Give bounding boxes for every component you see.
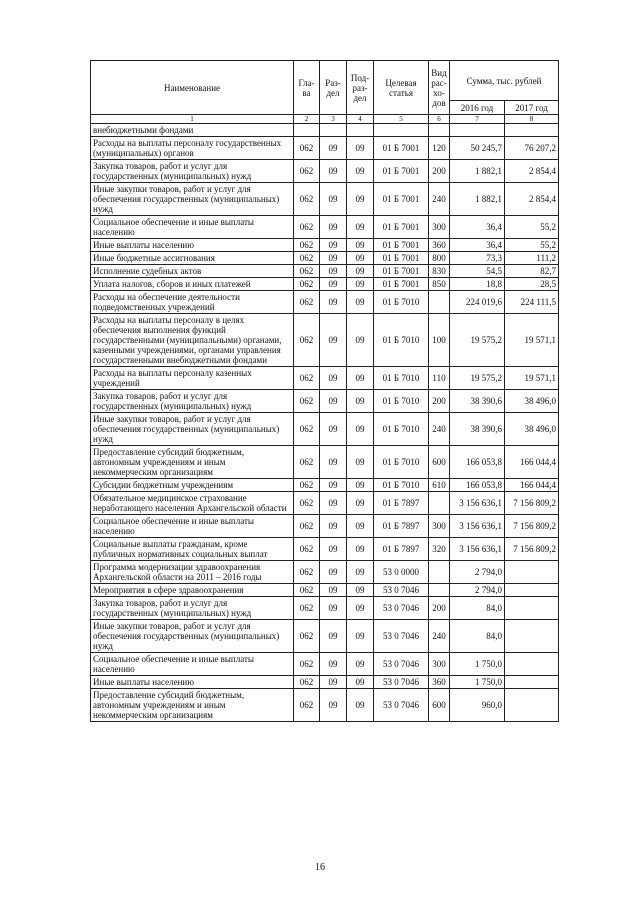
razdel-cell: 09 (320, 515, 347, 538)
table-row (91, 676, 559, 689)
target-article-cell: 01 Б 7001 (374, 137, 429, 160)
amount-2017-cell (505, 620, 559, 653)
razdel-cell: 09 (320, 390, 347, 413)
name-cell: Социальное обеспечение и иные выплаты населению (91, 216, 294, 239)
column-number: 7 (450, 115, 505, 124)
name-cell: Социальные выплаты гражданам, кроме публичных нормативных социальных выплат (91, 538, 294, 561)
podrazdel-cell: 09 (347, 183, 374, 216)
amount-2016-cell: 84,0 (450, 597, 505, 620)
target-article-cell: 01 Б 7001 (374, 239, 429, 252)
glava-cell: 062 (294, 278, 320, 291)
amount-2017-cell: 55,2 (505, 216, 559, 239)
table-row (91, 620, 559, 653)
expense-type-cell (429, 584, 450, 597)
table-body (91, 124, 559, 722)
podrazdel-cell: 09 (347, 390, 374, 413)
glava-cell: 062 (294, 620, 320, 653)
table-row (91, 216, 559, 239)
razdel-cell: 09 (320, 561, 347, 584)
table-row (91, 278, 559, 291)
table-row (91, 479, 559, 492)
expense-type-cell: 830 (429, 265, 450, 278)
table-row (91, 561, 559, 584)
amount-2016-cell: 73,3 (450, 252, 505, 265)
podrazdel-cell: 09 (347, 515, 374, 538)
name-cell: Предоставление субсидий бюджетным, автономным учреждениям и иным некоммерческим организациям (91, 446, 294, 479)
name-cell: Расходы на выплаты персоналу в целях обеспечения выполнения функций государственными (муниципальными) органами, казенными учреждениями, органами управления государственными внебюджетными фондами (91, 314, 294, 367)
header-year-2017: 2017 год (505, 101, 559, 115)
amount-2016-cell: 1 750,0 (450, 676, 505, 689)
target-article-cell: 53 0 7046 (374, 676, 429, 689)
column-number: 3 (320, 115, 347, 124)
amount-2017-cell: 38 496,0 (505, 390, 559, 413)
table-row (91, 239, 559, 252)
razdel-cell: 09 (320, 676, 347, 689)
glava-cell: 062 (294, 689, 320, 722)
amount-2016-cell: 3 156 636,1 (450, 515, 505, 538)
razdel-cell: 09 (320, 446, 347, 479)
target-article-cell: 01 Б 7010 (374, 367, 429, 390)
target-article-cell: 01 Б 7010 (374, 413, 429, 446)
glava-cell: 062 (294, 479, 320, 492)
table-row (91, 390, 559, 413)
amount-2017-cell (505, 561, 559, 584)
razdel-cell: 09 (320, 653, 347, 676)
table-row (91, 124, 559, 137)
name-cell: Социальное обеспечение и иные выплаты населению (91, 653, 294, 676)
target-article-cell: 01 Б 7897 (374, 492, 429, 515)
razdel-cell: 09 (320, 239, 347, 252)
expense-type-cell: 600 (429, 689, 450, 722)
target-article-cell: 01 Б 7897 (374, 538, 429, 561)
podrazdel-cell: 09 (347, 137, 374, 160)
name-cell: Мероприятия в сфере здравоохранения (91, 584, 294, 597)
table-row (91, 367, 559, 390)
target-article-cell: 53 0 7046 (374, 620, 429, 653)
name-cell: Иные закупки товаров, работ и услуг для обеспечения государственных (муниципальных) нужд (91, 413, 294, 446)
expense-type-cell: 200 (429, 597, 450, 620)
glava-cell: 062 (294, 390, 320, 413)
amount-2016-cell: 1 882,1 (450, 160, 505, 183)
amount-2016-cell: 1 882,1 (450, 183, 505, 216)
expense-type-cell: 240 (429, 183, 450, 216)
amount-2016-cell: 166 053,8 (450, 446, 505, 479)
amount-2016-cell: 19 575,2 (450, 314, 505, 367)
name-cell: Уплата налогов, сборов и иных платежей (91, 278, 294, 291)
expense-type-cell (429, 561, 450, 584)
expense-type-cell: 100 (429, 314, 450, 367)
podrazdel-cell: 09 (347, 278, 374, 291)
amount-2017-cell: 7 156 809,2 (505, 492, 559, 515)
razdel-cell: 09 (320, 584, 347, 597)
amount-2017-cell: 166 044,4 (505, 479, 559, 492)
glava-cell: 062 (294, 265, 320, 278)
podrazdel-cell: 09 (347, 314, 374, 367)
table-row (91, 538, 559, 561)
podrazdel-cell: 09 (347, 479, 374, 492)
amount-2016-cell: 38 390,6 (450, 390, 505, 413)
razdel-cell: 09 (320, 620, 347, 653)
expense-type-cell: 120 (429, 137, 450, 160)
column-number: 2 (294, 115, 320, 124)
razdel-cell: 09 (320, 538, 347, 561)
table-row (91, 584, 559, 597)
amount-2017-cell: 2 854,4 (505, 160, 559, 183)
expense-type-cell: 200 (429, 390, 450, 413)
table-row (91, 653, 559, 676)
glava-cell: 062 (294, 160, 320, 183)
podrazdel-cell: 09 (347, 653, 374, 676)
razdel-cell: 09 (320, 216, 347, 239)
podrazdel-cell: 09 (347, 597, 374, 620)
name-cell: Исполнение судебных актов (91, 265, 294, 278)
target-article-cell: 01 Б 7010 (374, 479, 429, 492)
razdel-cell: 09 (320, 367, 347, 390)
target-article-cell: 01 Б 7001 (374, 216, 429, 239)
podrazdel-cell: 09 (347, 538, 374, 561)
glava-cell: 062 (294, 367, 320, 390)
name-cell: Закупка товаров, работ и услуг для государственных (муниципальных) нужд (91, 390, 294, 413)
table-row (91, 137, 559, 160)
razdel-cell: 09 (320, 413, 347, 446)
expense-type-cell: 300 (429, 653, 450, 676)
header-glava: Гла-ва (294, 61, 320, 115)
table-row (91, 446, 559, 479)
table-row (91, 160, 559, 183)
target-article-cell: 53 0 7046 (374, 584, 429, 597)
name-cell: Иные закупки товаров, работ и услуг для обеспечения государственных (муниципальных) нужд (91, 183, 294, 216)
amount-2017-cell: 19 571,1 (505, 314, 559, 367)
budget-table (90, 60, 559, 722)
target-article-cell: 01 Б 7001 (374, 160, 429, 183)
amount-2017-cell (505, 124, 559, 137)
amount-2017-cell (505, 676, 559, 689)
header-year-2016: 2016 год (450, 101, 505, 115)
amount-2016-cell: 50 245,7 (450, 137, 505, 160)
razdel-cell: 09 (320, 265, 347, 278)
glava-cell: 062 (294, 515, 320, 538)
name-cell: Обязательное медицинское страхование неработающего населения Архангельской области (91, 492, 294, 515)
header-celevaya-statya: Целевая статья (374, 61, 429, 115)
amount-2016-cell: 2 794,0 (450, 561, 505, 584)
table-row (91, 689, 559, 722)
amount-2017-cell: 7 156 809,2 (505, 538, 559, 561)
razdel-cell: 09 (320, 479, 347, 492)
razdel-cell: 09 (320, 492, 347, 515)
razdel-cell: 09 (320, 252, 347, 265)
razdel-cell: 09 (320, 183, 347, 216)
target-article-cell: 01 Б 7001 (374, 278, 429, 291)
razdel-cell: 09 (320, 137, 347, 160)
amount-2016-cell: 2 794,0 (450, 584, 505, 597)
expense-type-cell: 240 (429, 413, 450, 446)
amount-2016-cell: 960,0 (450, 689, 505, 722)
podrazdel-cell: 09 (347, 216, 374, 239)
name-cell: Социальное обеспечение и иные выплаты населению (91, 515, 294, 538)
expense-type-cell: 240 (429, 620, 450, 653)
expense-type-cell: 360 (429, 239, 450, 252)
razdel-cell: 09 (320, 597, 347, 620)
table-row (91, 314, 559, 367)
amount-2016-cell (450, 124, 505, 137)
table-row (91, 291, 559, 314)
header-podrazdel: Под-раз-дел (347, 61, 374, 115)
name-cell: Программа модернизации здравоохранения Архангельской области на 2011 – 2016 годы (91, 561, 294, 584)
name-cell: Иные бюджетные ассигнования (91, 252, 294, 265)
expense-type-cell: 850 (429, 278, 450, 291)
name-cell: Иные выплаты населению (91, 239, 294, 252)
glava-cell: 062 (294, 137, 320, 160)
target-article-cell: 01 Б 7010 (374, 314, 429, 367)
name-cell: Субсидии бюджетным учреждениям (91, 479, 294, 492)
table-row (91, 183, 559, 216)
target-article-cell: 53 0 7046 (374, 597, 429, 620)
amount-2016-cell: 38 390,6 (450, 413, 505, 446)
glava-cell: 062 (294, 291, 320, 314)
table-row (91, 597, 559, 620)
glava-cell: 062 (294, 561, 320, 584)
name-cell: Закупка товаров, работ и услуг для государственных (муниципальных) нужд (91, 160, 294, 183)
page-number: 16 (315, 862, 325, 873)
amount-2017-cell: 55,2 (505, 239, 559, 252)
podrazdel-cell: 09 (347, 413, 374, 446)
target-article-cell: 01 Б 7010 (374, 291, 429, 314)
document-page (90, 60, 558, 722)
expense-type-cell: 320 (429, 538, 450, 561)
target-article-cell: 01 Б 7001 (374, 183, 429, 216)
amount-2017-cell: 166 044,4 (505, 446, 559, 479)
amount-2016-cell: 224 019,6 (450, 291, 505, 314)
expense-type-cell (429, 291, 450, 314)
podrazdel-cell: 09 (347, 584, 374, 597)
razdel-cell: 09 (320, 291, 347, 314)
name-cell: Расходы на выплаты персоналу государственных (муниципальных) органов (91, 137, 294, 160)
amount-2017-cell: 38 496,0 (505, 413, 559, 446)
expense-type-cell: 300 (429, 515, 450, 538)
expense-type-cell: 600 (429, 446, 450, 479)
amount-2017-cell (505, 584, 559, 597)
header-summa: Сумма, тыс. рублей (450, 61, 559, 101)
amount-2017-cell: 111,2 (505, 252, 559, 265)
podrazdel-cell: 09 (347, 561, 374, 584)
expense-type-cell: 360 (429, 676, 450, 689)
target-article-cell (374, 124, 429, 137)
table-row (91, 492, 559, 515)
target-article-cell: 01 Б 7001 (374, 252, 429, 265)
glava-cell: 062 (294, 413, 320, 446)
header-vid-rashodov: Вид рас-хо-дов (429, 61, 450, 115)
column-number-row (91, 115, 559, 124)
podrazdel-cell: 09 (347, 291, 374, 314)
header-name: Наименование (91, 61, 294, 115)
amount-2017-cell (505, 653, 559, 676)
column-number: 8 (505, 115, 559, 124)
glava-cell: 062 (294, 584, 320, 597)
podrazdel-cell: 09 (347, 492, 374, 515)
podrazdel-cell: 09 (347, 160, 374, 183)
amount-2016-cell: 3 156 636,1 (450, 538, 505, 561)
amount-2016-cell: 1 750,0 (450, 653, 505, 676)
table-row (91, 252, 559, 265)
target-article-cell: 01 Б 7010 (374, 446, 429, 479)
table-row (91, 265, 559, 278)
target-article-cell: 53 0 7046 (374, 653, 429, 676)
podrazdel-cell: 09 (347, 265, 374, 278)
column-number: 6 (429, 115, 450, 124)
glava-cell: 062 (294, 597, 320, 620)
glava-cell: 062 (294, 538, 320, 561)
podrazdel-cell: 09 (347, 676, 374, 689)
amount-2017-cell (505, 689, 559, 722)
expense-type-cell: 300 (429, 216, 450, 239)
target-article-cell: 01 Б 7897 (374, 515, 429, 538)
name-cell: Расходы на выплаты персоналу казенных учреждений (91, 367, 294, 390)
razdel-cell: 09 (320, 314, 347, 367)
amount-2017-cell: 82,7 (505, 265, 559, 278)
amount-2017-cell: 28,5 (505, 278, 559, 291)
header-razdel: Раз-дел (320, 61, 347, 115)
amount-2017-cell (505, 597, 559, 620)
amount-2017-cell: 224 111,5 (505, 291, 559, 314)
amount-2017-cell: 76 207,2 (505, 137, 559, 160)
expense-type-cell (429, 124, 450, 137)
glava-cell (294, 124, 320, 137)
glava-cell: 062 (294, 446, 320, 479)
podrazdel-cell: 09 (347, 620, 374, 653)
glava-cell: 062 (294, 653, 320, 676)
amount-2017-cell: 2 854,4 (505, 183, 559, 216)
glava-cell: 062 (294, 492, 320, 515)
column-number: 4 (347, 115, 374, 124)
table-row (91, 515, 559, 538)
expense-type-cell: 110 (429, 367, 450, 390)
target-article-cell: 01 Б 7010 (374, 390, 429, 413)
expense-type-cell: 200 (429, 160, 450, 183)
glava-cell: 062 (294, 216, 320, 239)
expense-type-cell (429, 492, 450, 515)
amount-2016-cell: 19 575,2 (450, 367, 505, 390)
razdel-cell: 09 (320, 278, 347, 291)
column-number: 5 (374, 115, 429, 124)
podrazdel-cell: 09 (347, 689, 374, 722)
amount-2016-cell: 36,4 (450, 216, 505, 239)
amount-2016-cell: 54,5 (450, 265, 505, 278)
razdel-cell: 09 (320, 160, 347, 183)
name-cell: Расходы на обеспечение деятельности подведомственных учреждений (91, 291, 294, 314)
glava-cell: 062 (294, 239, 320, 252)
glava-cell: 062 (294, 183, 320, 216)
glava-cell: 062 (294, 314, 320, 367)
glava-cell: 062 (294, 676, 320, 689)
expense-type-cell: 800 (429, 252, 450, 265)
name-cell: Закупка товаров, работ и услуг для государственных (муниципальных) нужд (91, 597, 294, 620)
razdel-cell: 09 (320, 689, 347, 722)
name-cell: Предоставление субсидий бюджетным, автономным учреждениям и иным некоммерческим организациям (91, 689, 294, 722)
name-cell: внебюджетными фондами (91, 124, 294, 137)
amount-2016-cell: 166 053,8 (450, 479, 505, 492)
amount-2017-cell: 7 156 809,2 (505, 515, 559, 538)
podrazdel-cell: 09 (347, 252, 374, 265)
column-number: 1 (91, 115, 294, 124)
name-cell: Иные закупки товаров, работ и услуг для обеспечения государственных (муниципальных) нужд (91, 620, 294, 653)
glava-cell: 062 (294, 252, 320, 265)
podrazdel-cell: 09 (347, 446, 374, 479)
amount-2016-cell: 84,0 (450, 620, 505, 653)
podrazdel-cell: 09 (347, 367, 374, 390)
target-article-cell: 01 Б 7001 (374, 265, 429, 278)
target-article-cell: 53 0 0000 (374, 561, 429, 584)
table-row (91, 413, 559, 446)
amount-2016-cell: 36,4 (450, 239, 505, 252)
expense-type-cell: 610 (429, 479, 450, 492)
name-cell: Иные выплаты населению (91, 676, 294, 689)
amount-2017-cell: 19 571,1 (505, 367, 559, 390)
podrazdel-cell (347, 124, 374, 137)
podrazdel-cell: 09 (347, 239, 374, 252)
target-article-cell: 53 0 7046 (374, 689, 429, 722)
razdel-cell (320, 124, 347, 137)
amount-2016-cell: 18,8 (450, 278, 505, 291)
amount-2016-cell: 3 156 636,1 (450, 492, 505, 515)
